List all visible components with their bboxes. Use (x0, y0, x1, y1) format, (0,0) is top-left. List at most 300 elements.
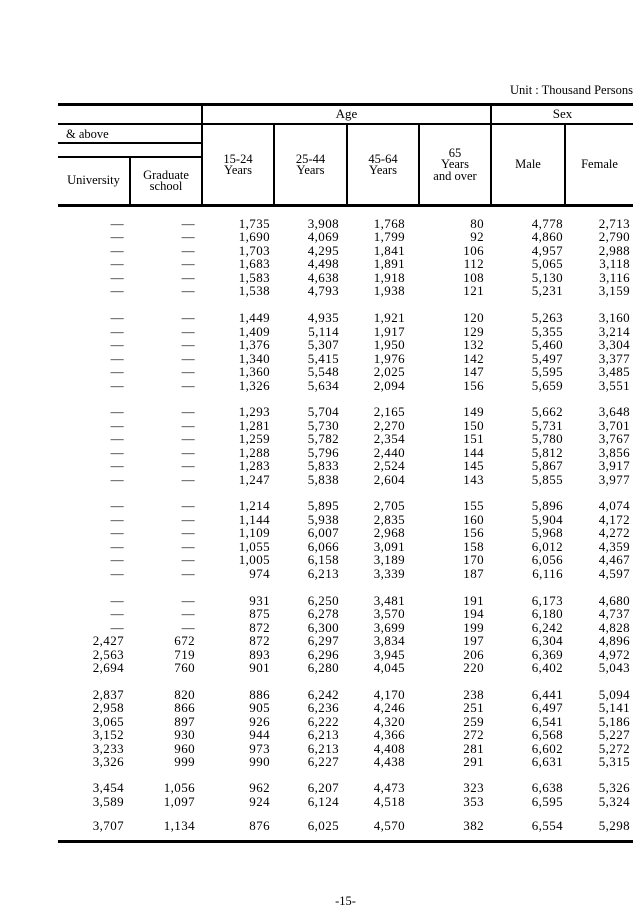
table-cell: 3,551 (598, 377, 630, 393)
table-cell: 4,793 (307, 283, 339, 298)
table-cell: 5,043 (598, 660, 630, 675)
table-cell: 944 (249, 727, 270, 742)
table-cell: 2,165 (373, 404, 405, 419)
table-cell: 2,968 (373, 525, 405, 540)
column-header-age-15-24 (203, 126, 273, 204)
table-cell: 1,109 (238, 525, 270, 540)
table-cell: 80 (470, 215, 484, 231)
table-cell: 1,005 (238, 552, 270, 567)
table-cell: 5,968 (531, 525, 563, 540)
table-cell: 4,680 (598, 592, 630, 608)
table-cell: 6,638 (531, 780, 563, 795)
table-cell: 4,638 (307, 269, 339, 285)
table-cell: 2,835 (373, 511, 405, 527)
table-row (58, 755, 633, 769)
table-cell: 5,595 (531, 364, 563, 379)
table-cell: 142 (463, 350, 484, 366)
table-cell: 6,631 (531, 754, 563, 769)
table-cell: 6,173 (531, 592, 563, 608)
table-cell: 3,917 (598, 458, 630, 473)
table-cell: 2,958 (92, 700, 124, 715)
table-cell: 5,780 (531, 431, 563, 446)
table-row (58, 607, 633, 621)
table-cell: 4,896 (598, 633, 630, 648)
table-cell: 990 (249, 754, 270, 769)
table-cell: 3,648 (598, 404, 630, 419)
table-cell: 974 (249, 565, 270, 581)
table-cell: 760 (174, 660, 195, 675)
table-cell: 3,091 (373, 538, 405, 554)
table-cell: — (110, 323, 124, 339)
table-cell: 2,604 (373, 471, 405, 487)
table-cell: 4,518 (373, 793, 405, 809)
table-cell: 4,408 (373, 740, 405, 756)
table-cell: 3,189 (373, 552, 405, 567)
table-cell: 382 (463, 817, 484, 833)
table-cell: 1,768 (373, 215, 405, 231)
table-cell: 4,246 (373, 700, 405, 715)
table-cell: 2,705 (373, 498, 405, 513)
table-cell: 3,856 (598, 444, 630, 460)
table-cell: — (110, 498, 124, 513)
table-cell: — (181, 242, 195, 258)
table-cell: 6,300 (307, 619, 339, 635)
table-cell: 4,045 (373, 660, 405, 675)
table-cell: 4,498 (307, 256, 339, 271)
table-cell: 5,326 (598, 780, 630, 795)
table-cell: 6,213 (307, 727, 339, 742)
table-cell: 6,250 (307, 592, 339, 608)
table-cell: 6,278 (307, 606, 339, 621)
table-cell: 6,180 (531, 606, 563, 621)
table-cell: — (110, 215, 124, 231)
table-cell: 251 (463, 700, 484, 715)
age3-line2: Years (369, 163, 397, 177)
table-cell: — (110, 256, 124, 271)
table-cell: 1,326 (238, 377, 270, 393)
table-row (58, 728, 633, 742)
table-cell: 206 (463, 646, 484, 662)
table-cell: 5,634 (307, 377, 339, 393)
table-cell: 1,283 (238, 458, 270, 473)
table-cell: 4,828 (598, 619, 630, 635)
column-header-female (566, 126, 633, 204)
table-cell: 3,339 (373, 565, 405, 581)
table-cell: — (110, 552, 124, 567)
table-cell: 4,737 (598, 606, 630, 621)
table-cell: 6,124 (307, 793, 339, 809)
table-cell: 924 (249, 793, 270, 809)
table-cell: 5,704 (307, 404, 339, 419)
table-cell: 1,293 (238, 404, 270, 419)
table-cell: 6,297 (307, 633, 339, 648)
table-cell: — (110, 229, 124, 244)
table-cell: 155 (463, 498, 484, 513)
table-cell: 5,855 (531, 471, 563, 487)
table-cell: 1,917 (373, 323, 405, 339)
table-cell: 5,867 (531, 458, 563, 473)
table-cell: 5,460 (531, 337, 563, 352)
table-bottom-rule (58, 840, 633, 843)
table-cell: 2,094 (373, 377, 405, 393)
table-cell: 3,160 (598, 310, 630, 325)
table-cell: 1,055 (238, 538, 270, 554)
table-cell: 1,799 (373, 229, 405, 244)
table-cell: 2,694 (92, 660, 124, 675)
table-cell: 1,976 (373, 350, 405, 366)
table-cell: — (181, 337, 195, 352)
table-cell: — (110, 538, 124, 554)
table-cell: — (110, 269, 124, 285)
table-cell: 272 (463, 727, 484, 742)
table-cell: 931 (249, 592, 270, 608)
table-cell: 820 (174, 686, 195, 702)
table-cell: — (181, 525, 195, 540)
table-cell: 6,497 (531, 700, 563, 715)
table-cell: — (181, 323, 195, 339)
table-cell: 106 (463, 242, 484, 258)
table-cell: 150 (463, 417, 484, 433)
table-cell: 129 (463, 323, 484, 339)
table-cell: 3,159 (598, 283, 630, 298)
table-cell: 4,359 (598, 538, 630, 554)
table-cell: 2,440 (373, 444, 405, 460)
table-cell: 1,259 (238, 431, 270, 446)
table-cell: 197 (463, 633, 484, 648)
table-row (58, 473, 633, 487)
table-cell: 1,288 (238, 444, 270, 460)
table-cell: 5,324 (598, 793, 630, 809)
table-cell: 6,296 (307, 646, 339, 662)
table-cell: 2,563 (92, 646, 124, 662)
table-cell: — (181, 350, 195, 366)
table-cell: 5,782 (307, 431, 339, 446)
table-row (58, 553, 633, 567)
table-cell: 876 (249, 817, 270, 833)
graduate-line2: school (149, 179, 183, 193)
table-cell: 120 (463, 310, 484, 325)
table-cell: 151 (463, 431, 484, 446)
table-row (58, 795, 633, 809)
table-cell: 1,247 (238, 471, 270, 487)
table-cell: 199 (463, 619, 484, 635)
table-cell: 4,957 (531, 242, 563, 258)
table-row (58, 567, 633, 581)
table-cell: 3,485 (598, 364, 630, 379)
table-cell: — (110, 565, 124, 581)
table-cell: 2,988 (598, 242, 630, 258)
table-cell: 1,360 (238, 364, 270, 379)
table-cell: 719 (174, 646, 195, 662)
table-cell: 5,415 (307, 350, 339, 366)
table-cell: 3,701 (598, 417, 630, 433)
table-cell: 5,307 (307, 337, 339, 352)
table-row (58, 379, 633, 393)
unit-label: Unit : Thousand Persons (509, 83, 633, 97)
table-row (58, 781, 633, 795)
table-row (58, 365, 633, 379)
table-cell: 2,427 (92, 633, 124, 648)
table-row (58, 257, 633, 271)
age4-line3: and over (433, 168, 477, 183)
table-cell: 6,595 (531, 793, 563, 809)
table-cell: 3,977 (598, 471, 630, 487)
table-cell: 5,904 (531, 511, 563, 527)
table-cell: 5,272 (598, 740, 630, 756)
table-cell: 3,908 (307, 215, 339, 231)
table-cell: 156 (463, 377, 484, 393)
table-cell: 1,735 (238, 215, 270, 231)
table-cell: 6,402 (531, 660, 563, 675)
table-cell: 353 (463, 793, 484, 809)
table-cell: 6,158 (307, 552, 339, 567)
table-cell: 121 (463, 283, 484, 298)
table-cell: 2,354 (373, 431, 405, 446)
table-cell: 4,172 (598, 511, 630, 527)
table-cell: 6,541 (531, 713, 563, 729)
table-cell: 2,713 (598, 215, 630, 231)
table-cell: — (110, 619, 124, 635)
table-cell: — (181, 458, 195, 473)
column-header-age-65-over (420, 126, 490, 204)
table-cell: 1,921 (373, 310, 405, 325)
table-cell: 6,056 (531, 552, 563, 567)
table-cell: — (110, 350, 124, 366)
table-cell: — (181, 417, 195, 433)
page-number: -15- (335, 894, 356, 908)
table-cell: — (181, 310, 195, 325)
table-cell: 6,236 (307, 700, 339, 715)
table-cell: 3,233 (92, 740, 124, 756)
table-cell: — (181, 619, 195, 635)
age1-line2: Years (224, 163, 252, 177)
table-cell: — (110, 511, 124, 527)
table-cell: 191 (463, 592, 484, 608)
table-cell: 1,097 (163, 793, 195, 809)
table-cell: 1,950 (373, 337, 405, 352)
table-cell: 1,449 (238, 310, 270, 325)
table-cell: — (181, 444, 195, 460)
table-cell: — (110, 404, 124, 419)
table-cell: 4,778 (531, 215, 563, 231)
table-cell: 194 (463, 606, 484, 621)
table-cell: 5,838 (307, 471, 339, 487)
table-cell: — (181, 256, 195, 271)
table-cell: 1,841 (373, 242, 405, 258)
left-note-underline (58, 142, 203, 144)
table-cell: 6,025 (307, 817, 339, 833)
table-cell: 5,141 (598, 700, 630, 715)
table-cell: 3,589 (92, 793, 124, 809)
table-cell: 6,568 (531, 727, 563, 742)
table-cell: 5,796 (307, 444, 339, 460)
table-cell: 6,227 (307, 754, 339, 769)
table-cell: 4,972 (598, 646, 630, 662)
table-cell: 4,069 (307, 229, 339, 244)
table-cell: 1,214 (238, 498, 270, 513)
graduate-line1: Graduate (143, 167, 189, 182)
column-header-age-45-64 (348, 126, 418, 204)
table-cell: 2,524 (373, 458, 405, 473)
table-row (58, 405, 633, 419)
table-cell: 143 (463, 471, 484, 487)
table-cell: 3,065 (92, 713, 124, 729)
table-row (58, 661, 633, 675)
table-cell: 4,467 (598, 552, 630, 567)
table-cell: 672 (174, 633, 195, 648)
table-cell: 6,012 (531, 538, 563, 554)
table-cell: 132 (463, 337, 484, 352)
table-cell: 3,326 (92, 754, 124, 769)
table-cell: 999 (174, 754, 195, 769)
table-cell: 5,263 (531, 310, 563, 325)
age1-line1: 15-24 (223, 151, 253, 166)
table-cell: 3,304 (598, 337, 630, 352)
table-cell: 156 (463, 525, 484, 540)
table-cell: 6,242 (307, 686, 339, 702)
table-cell: 1,409 (238, 323, 270, 339)
table-cell: 901 (249, 660, 270, 675)
table-cell: 3,570 (373, 606, 405, 621)
table-cell: 5,130 (531, 269, 563, 285)
table-cell: — (181, 283, 195, 298)
table-cell: — (181, 269, 195, 285)
table-cell: 5,065 (531, 256, 563, 271)
table-cell: 4,320 (373, 713, 405, 729)
table-cell: 5,662 (531, 404, 563, 419)
table-cell: 1,376 (238, 337, 270, 352)
table-cell: 1,938 (373, 283, 405, 298)
table-cell: 872 (249, 619, 270, 635)
table-cell: 5,812 (531, 444, 563, 460)
table-cell: 6,007 (307, 525, 339, 540)
table-cell: 3,377 (598, 350, 630, 366)
age3-line1: 45-64 (368, 151, 398, 166)
table-cell: — (110, 431, 124, 446)
sex-band-label: Sex (552, 106, 573, 121)
table-cell: 3,699 (373, 619, 405, 635)
table-cell: — (110, 444, 124, 460)
table-cell: 962 (249, 780, 270, 795)
table-cell: 1,891 (373, 256, 405, 271)
table-cell: — (110, 283, 124, 298)
table-cell: 281 (463, 740, 484, 756)
table-cell: 3,116 (599, 269, 630, 285)
table-cell: 5,731 (531, 417, 563, 433)
table-cell: 3,152 (92, 727, 124, 742)
age4-line1: 65 (448, 145, 462, 160)
table-cell: 930 (174, 727, 195, 742)
table-cell: — (110, 471, 124, 487)
table-cell: 1,134 (163, 817, 195, 833)
table-cell: 1,690 (238, 229, 270, 244)
table-cell: — (181, 565, 195, 581)
age2-line2: Years (296, 163, 325, 177)
age2-line1: 25-44 (295, 151, 326, 166)
table-cell: 158 (463, 538, 484, 554)
table-cell: — (110, 417, 124, 433)
table-row (58, 311, 633, 325)
table-cell: 4,473 (373, 780, 405, 795)
table-cell: 6,116 (532, 565, 563, 581)
table-cell: — (181, 511, 195, 527)
table-cell: — (181, 606, 195, 621)
table-cell: — (181, 498, 195, 513)
table-cell: — (110, 592, 124, 608)
table-cell: 4,935 (307, 310, 339, 325)
table-cell: 112 (463, 256, 484, 271)
table-cell: — (110, 377, 124, 393)
table-row (58, 284, 633, 298)
table-cell: 1,683 (238, 256, 270, 271)
table-cell: 5,227 (598, 727, 630, 742)
table-cell: 238 (463, 686, 484, 702)
table-cell: — (181, 229, 195, 244)
table-cell: 2,270 (373, 417, 405, 433)
table-cell: — (181, 471, 195, 487)
table-cell: 1,703 (238, 242, 270, 258)
table-cell: 897 (174, 713, 195, 729)
table-cell: 5,548 (307, 364, 339, 379)
table-row (58, 819, 633, 833)
table-row (58, 526, 633, 540)
table-cell: 5,231 (531, 283, 563, 298)
table-cell: 875 (249, 606, 270, 621)
table-cell: — (181, 592, 195, 608)
left-continuation-note: & above (66, 127, 109, 141)
table-cell: 905 (249, 700, 270, 715)
table-cell: 2,837 (92, 686, 124, 702)
table-cell: 5,833 (307, 458, 339, 473)
table-cell: 5,896 (531, 498, 563, 513)
table-cell: 1,340 (238, 350, 270, 366)
table-cell: 893 (249, 646, 270, 662)
table-cell: 872 (249, 633, 270, 648)
table-cell: 4,438 (373, 754, 405, 769)
table-cell: 1,538 (238, 283, 270, 298)
table-cell: 170 (463, 552, 484, 567)
table-cell: 5,938 (307, 511, 339, 527)
table-cell: 3,118 (599, 256, 630, 271)
table-cell: 960 (174, 740, 195, 756)
table-cell: — (181, 404, 195, 419)
table-cell: 973 (249, 740, 270, 756)
female-label: Female (581, 157, 618, 172)
table-cell: 4,570 (373, 817, 405, 833)
table-cell: 1,056 (163, 780, 195, 795)
table-cell: 1,583 (238, 269, 270, 285)
table-cell: — (181, 364, 195, 379)
table-cell: 5,315 (598, 754, 630, 769)
table-cell: 2,790 (598, 229, 630, 244)
table-cell: 1,918 (373, 269, 405, 285)
table-row (58, 338, 633, 352)
table-cell: 6,441 (531, 686, 563, 702)
table-cell: 5,497 (531, 350, 563, 366)
table-cell: 2,025 (373, 364, 405, 379)
table-cell: — (110, 242, 124, 258)
table-cell: 5,186 (598, 713, 630, 729)
table-cell: 5,094 (598, 686, 630, 702)
table-cell: 160 (463, 511, 484, 527)
table-cell: 6,369 (531, 646, 563, 662)
table-cell: 291 (463, 754, 484, 769)
table-cell: 3,767 (598, 431, 630, 446)
table-cell: — (181, 377, 195, 393)
table-cell: 4,366 (373, 727, 405, 742)
table-cell: 144 (463, 444, 484, 460)
table-cell: 3,481 (373, 592, 405, 608)
